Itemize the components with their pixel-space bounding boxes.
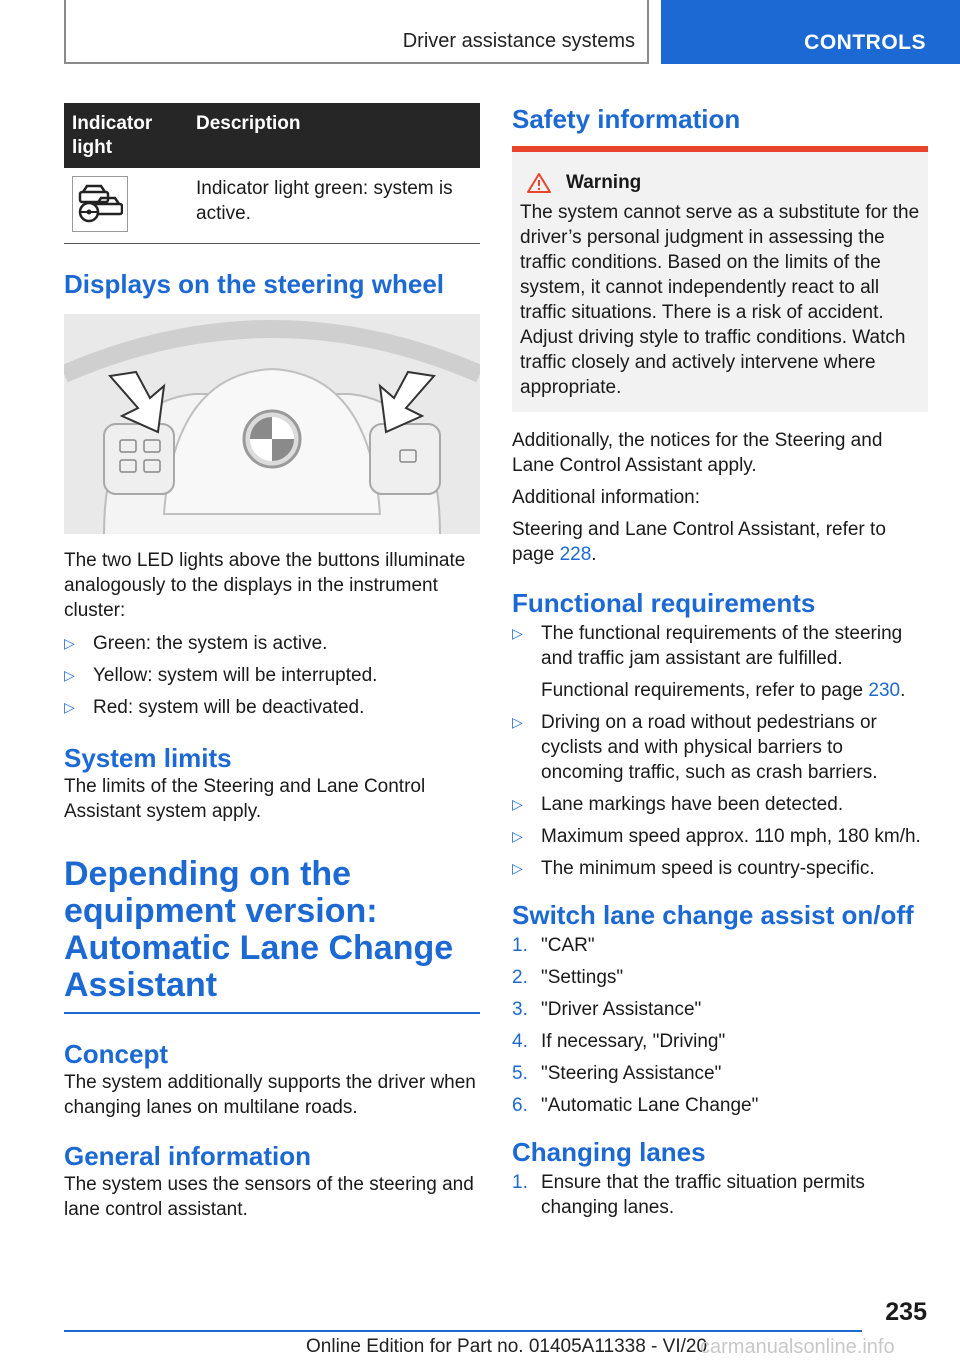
list-item: ▷ Green: the system is active.	[64, 633, 328, 654]
table-header-description: Description	[196, 113, 301, 134]
heading-general-information: General information	[64, 1141, 312, 1171]
table-header-indicator: Indicator light	[72, 113, 153, 158]
page-link-230[interactable]: 230	[868, 680, 901, 701]
left-column	[64, 103, 480, 1222]
concept-paragraph: The system additionally supports the driver when changing lanes on multilane roads.	[64, 1072, 476, 1118]
steering-wheel-image	[64, 314, 480, 534]
triangle-bullet-icon: ▷	[512, 828, 523, 844]
steering-assist-indicator-icon	[72, 176, 128, 232]
heading-changing-lanes: Changing lanes	[512, 1137, 706, 1167]
table-row-description: Indicator light green: system is active.	[196, 178, 453, 224]
list-item: 1. Ensure that the traffic situation permits changing lanes.	[512, 1172, 865, 1218]
list-item: ▷ Lane markings have been detected.	[512, 794, 844, 815]
indicator-table	[64, 103, 480, 244]
table-header	[64, 103, 480, 168]
additional-info-label: Additional information:	[512, 487, 700, 508]
list-item: ▷ Driving on a road without pedestrians or cyclists and with physical barriers to oncoming traffic, such as crash barriers.	[512, 712, 878, 783]
header-section-title: Driver assistance systems	[402, 30, 635, 52]
triangle-bullet-icon: ▷	[64, 699, 75, 715]
general-information-paragraph: The system uses the sensors of the steering and lane control assistant.	[64, 1174, 474, 1220]
triangle-bullet-icon: ▷	[512, 625, 523, 641]
system-limits-paragraph: The limits of the Steering and Lane Control Assistant system apply.	[64, 776, 426, 822]
list-item: 5. "Steering Assistance"	[512, 1063, 722, 1084]
led-paragraph: The two LED lights above the buttons illuminate analogously to the displays in the instrument cluster:	[64, 550, 466, 621]
list-item: ▷ Yellow: system will be interrupted.	[64, 665, 378, 686]
reference-paragraph: Steering and Lane Control Assistant, refer to page 228.	[512, 519, 886, 565]
list-item: ▷ Red: system will be deactivated.	[64, 697, 365, 718]
list-item: ▷ The minimum speed is country-specific.	[512, 858, 875, 879]
footer-watermark: carmanualsonline.info	[700, 1336, 895, 1358]
heading-automatic-lane-change: Depending on the equipment version: Automatic Lane Change Assistant	[64, 856, 480, 1014]
heading-safety-information: Safety information	[512, 104, 741, 134]
warning-title: Warning	[520, 172, 920, 194]
list-item: 4. If necessary, "Driving"	[512, 1031, 726, 1052]
led-list	[64, 631, 480, 720]
chapter-tab[interactable]	[661, 0, 960, 64]
functional-requirements-list	[512, 621, 928, 881]
footer-divider	[64, 1330, 862, 1332]
triangle-bullet-icon: ▷	[64, 635, 75, 651]
page-number: 235	[885, 1298, 927, 1326]
warning-text: The system cannot serve as a substitute for the driver’s personal judgment in assessing the traffic conditions. Based on the limits of the system, it cannot independently react to all traffic situations. There is a risk of accident. Adjust driving style to traffic conditions. Watch traffic closely and actively intervene where appropriate.	[520, 202, 920, 398]
list-item: 2. "Settings"	[512, 967, 624, 988]
heading-displays-steering-wheel: Displays on the steering wheel	[64, 269, 444, 299]
chapter-tab-label: CONTROLS	[804, 31, 926, 54]
table-row	[64, 168, 480, 244]
triangle-bullet-icon: ▷	[64, 667, 75, 683]
header-frame	[64, 0, 649, 64]
warning-triangle-icon	[526, 172, 552, 194]
right-column	[512, 103, 928, 1227]
notices-paragraph: Additionally, the notices for the Steering and Lane Control Assistant apply.	[512, 430, 883, 476]
list-item: 1. "CAR"	[512, 935, 595, 956]
triangle-bullet-icon: ▷	[512, 860, 523, 876]
heading-system-limits: System limits	[64, 743, 232, 773]
triangle-bullet-icon: ▷	[512, 714, 523, 730]
heading-switch-lane-change: Switch lane change assist on/off	[512, 900, 914, 930]
list-item: ▷ Maximum speed approx. 110 mph, 180 km/h.	[512, 826, 921, 847]
page-link-228[interactable]: 228	[559, 544, 592, 565]
triangle-bullet-icon: ▷	[512, 796, 523, 812]
heading-concept: Concept	[64, 1039, 168, 1069]
warning-box	[512, 146, 928, 412]
changing-lanes-list	[512, 1170, 928, 1220]
heading-functional-requirements: Functional requirements	[512, 588, 816, 618]
footer-edition: Online Edition for Part no. 01405A11338 - VI/20	[306, 1336, 708, 1357]
list-item: 3. "Driver Assistance"	[512, 999, 702, 1020]
switch-steps-list	[512, 933, 928, 1118]
list-item: 6. "Automatic Lane Change"	[512, 1095, 759, 1116]
list-item: ▷ The functional requirements of the steering and traffic jam assistant are fulfilled. Functional requirements, refer to page 230.	[512, 623, 906, 701]
